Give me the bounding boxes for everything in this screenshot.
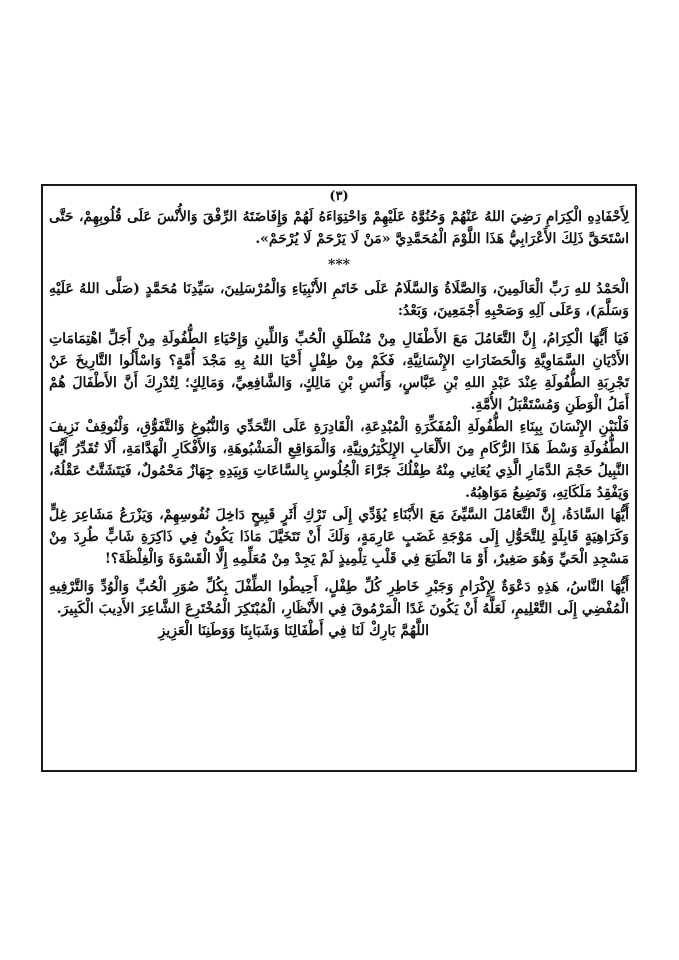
build-childhood-paragraph: فَلْنَبْنِ الإِنْسَانَ بِبِنَاءِ الطُّفُولَةِ الْمُفَكِّرَةِ الْمُبْدِعَةِ، الْقَادِرَةِ عَلَى التَّحَدِّي وَالنُّبُوغِ وَالتَّفَوُّقِ، وَلْنُوقِفْ نَزِيفَ الطُّفُولَةِ وَسْطَ هَذَا الرُّكَامِ مِنَ الأَلْعَابِ الإِلِكْتِرُونِيَّةِ، وَالْمَوَاقِعِ الْمَشْبُوهَةِ، وَالأَفْكَارِ الْهَدَّامَةِ، أَلَا تُقَدِّرُ أَيُّهَا النَّبِيلُ حَجْمَ الدَّمَارِ الَّذِي يُعَانِي مِنْهُ طِفْلُكَ جَرَّاءَ الْجُلُوسِ بِالسَّاعَاتِ وَبِيَدِهِ جِهَازٌ مَحْمُولٌ، فَيَتَشَتَّتُ عَقْلُهُ، وَيَفْقِدُ مَلَكَاتِهِ، وَتَضِيعُ مَوَاهِبُهُ. xyxy=(49,419,629,501)
page-number: (٣) xyxy=(329,189,349,204)
call-to-action-paragraph: أَيُّهَا النَّاسُ، هَذِهِ دَعْوَةٌ لِإِكْرَامِ وَجَبْرِ خَاطِرِ كُلِّ طِفْلٍ، أَحِيطُوا الطِّفْلَ بِكُلِّ صُوَرِ الْحُبِّ وَالْوُدِّ وَالتَّرْفِيهِ الْمُفْضِي إِلَى التَّعْلِيمِ، لَعَلَّهُ أَنْ يَكُونَ غَدًا الْمَرْمُوقَ فِي الأَنْظَارِ، الْمُبْتَكِرَ الْمُخْتَرِعَ الشَّاعِرَ الأَدِيبَ الْكَبِيرَ. xyxy=(49,579,629,617)
closing-prayer: اللَّهُمَّ بَارِكْ لَنَا فِي أَطْفَالِنَا وَشَبَابِنَا وَوَطَنِنَا الْعَزِيزِ xyxy=(158,623,429,639)
opening-praise-paragraph: الْحَمْدُ للهِ رَبِّ الْعَالَمِينَ، وَالصَّلَاةُ وَالسَّلَامُ عَلَى خَاتَمِ الأَنْبِيَاءِ وَالْمُرْسَلِينَ، سَيِّدِنَا مُحَمَّدٍ (صَلَّى اللهُ عَلَيْهِ وَسَلَّمَ)، وَعَلَى آلِهِ وَصَحْبِهِ أَجْمَعِينَ، وَبَعْدُ: xyxy=(49,281,629,319)
bad-treatment-paragraph: أَيُّهَا السَّادَةُ، إِنَّ التَّعَامُلَ السَّيِّئَ مَعَ الأَبْنَاءِ يُؤَدِّي إِلَى تَرْكِ أَثَرٍ قَبِيحٍ دَاخِلَ نُفُوسِهِمْ، وَيَزْرَعُ مَشَاعِرَ غِلٍّ وَكَرَاهِيَةٍ قَابِلَةٍ لِلتَّحَوُّلِ إِلَى مَوْجَةِ غَضَبٍ عَارِمَةٍ، وَلَكَ أَنْ تَتَخَيَّلَ مَاذَا يَكُونُ فِي ذَاكِرَةِ شَابٍّ طُرِدَ مِنْ مَسْجِدِ الْحَيِّ وَهُوَ صَغِيرٌ، أَوْ مَا انْطَبَعَ فِي قَلْبِ تِلْمِيذٍ لَمْ يَجِدْ مِنْ مُعَلِّمِهِ إِلَّا الْقَسْوَةَ وَالْغِلْظَةَ؟! xyxy=(49,507,629,567)
section-separator: *** xyxy=(328,257,350,273)
intro-paragraph: لِأَحْفَادِهِ الْكِرَامِ رَضِيَ اللهُ عَنْهُمْ وَحُنُوَّهُ عَلَيْهِمْ وَاحْتِوَاءَهُ لَهُمْ وَإِفَاضَتَهُ الرِّفْقَ وَالأُنْسَ عَلَى قُلُوبِهِمْ، حَتَّى اسْتَحَقَّ ذَلِكَ الأَعْرَابِيُّ هَذَا اللَّوْمَ الْمُحَمَّدِيَّ «مَنْ لَا يَرْحَمْ لَا يُرْحَمْ». xyxy=(49,209,629,247)
page-frame xyxy=(41,184,637,772)
childhood-importance-paragraph: فَيَا أَيُّهَا الْكِرَامُ، إِنَّ التَّعَامُلَ مَعَ الأَطْفَالِ مِنْ مُنْطَلَقِ الْحُبِّ وَاللِّينِ وَإِحْيَاءِ الطُّفُولَةِ مِنْ أَجَلِّ اهْتِمَامَاتِ الأَدْيَانِ السَّمَاوِيَّةِ وَالْحَضَارَاتِ الإِنْسَانِيَّةِ، فَكَمْ مِنْ طِفْلٍ أَحْيَا اللهُ بِهِ مَجْدَ أُمَّةٍ؟ وَاسْأَلُوا التَّارِيخَ عَنْ تَجْرِبَةِ الطُّفُولَةِ عِنْدَ عَبْدِ اللهِ بْنِ عَبَّاسٍ، وَأَنَسِ بْنِ مَالِكٍ، وَالشَّافِعِيِّ، وَمَالِكٍ؛ لِتُدْرِكَ أَنَّ الأَطْفَالَ هُمْ أَمَلُ الْوَطَنِ وَمُسْتَقْبَلُ الأُمَّةِ. xyxy=(49,331,629,413)
